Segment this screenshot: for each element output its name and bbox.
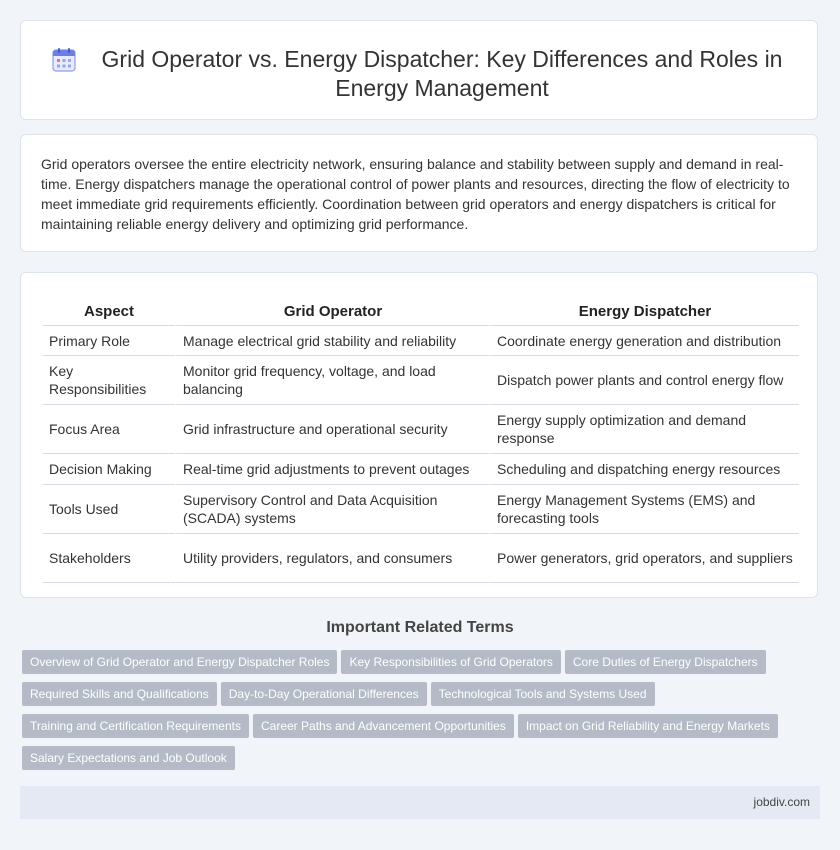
aspect-cell: Focus Area — [43, 405, 175, 454]
energy-dispatcher-cell: Power generators, grid operators, and suppliers — [489, 534, 799, 583]
table-row — [43, 356, 799, 405]
energy-dispatcher-cell: Scheduling and dispatching energy resources — [489, 454, 799, 485]
calendar-icon — [51, 47, 77, 73]
footer — [20, 786, 820, 819]
related-term-tag[interactable]: Day-to-Day Operational Differences — [221, 682, 427, 706]
grid-operator-cell: Real-time grid adjustments to prevent outages — [175, 454, 489, 485]
grid-operator-cell: Grid infrastructure and operational security — [175, 405, 489, 454]
header-energy-dispatcher: Energy Dispatcher — [489, 293, 799, 326]
aspect-cell: Tools Used — [43, 485, 175, 534]
table-row — [43, 405, 799, 454]
related-term-tag[interactable]: Core Duties of Energy Dispatchers — [565, 650, 766, 674]
header-aspect: Aspect — [43, 293, 175, 326]
grid-operator-cell: Supervisory Control and Data Acquisition (SCADA) systems — [175, 485, 489, 534]
aspect-cell: Primary Role — [43, 326, 175, 356]
comparison-table-card — [20, 272, 818, 598]
related-term-tag[interactable]: Impact on Grid Reliability and Energy Markets — [518, 714, 778, 738]
related-term-tag[interactable]: Career Paths and Advancement Opportunities — [253, 714, 514, 738]
footer-site-link[interactable]: jobdiv.com — [753, 795, 810, 809]
related-term-tag[interactable]: Overview of Grid Operator and Energy Dispatcher Roles — [22, 650, 337, 674]
related-term-tag[interactable]: Required Skills and Qualifications — [22, 682, 217, 706]
energy-dispatcher-cell: Energy Management Systems (EMS) and forecasting tools — [489, 485, 799, 534]
energy-dispatcher-cell: Dispatch power plants and control energy flow — [489, 356, 799, 405]
related-terms-list — [22, 650, 822, 778]
intro-paragraph: Grid operators oversee the entire electricity network, ensuring balance and stability between supply and demand in real-time. Energy dispatchers manage the operational control of power plants and resources, directing the flow of electricity to meet immediate grid requirements efficiently. Coordination between grid operators and energy dispatchers is critical for maintaining reliable energy delivery and optimizing grid performance. — [41, 156, 790, 232]
table-header-row — [43, 293, 799, 326]
table-row — [43, 454, 799, 485]
aspect-cell: Decision Making — [43, 454, 175, 485]
table-row — [43, 326, 799, 356]
page-title: Grid Operator vs. Energy Dispatcher: Key Differences and Roles in Energy Management — [101, 46, 783, 101]
aspect-cell: Stakeholders — [43, 534, 175, 583]
title-card — [20, 20, 818, 120]
header-grid-operator: Grid Operator — [175, 293, 489, 326]
comparison-table — [43, 293, 799, 583]
aspect-cell: Key Responsibilities — [43, 356, 175, 405]
table-row — [43, 534, 799, 583]
grid-operator-cell: Utility providers, regulators, and consumers — [175, 534, 489, 583]
related-term-tag[interactable]: Salary Expectations and Job Outlook — [22, 746, 235, 770]
grid-operator-cell: Manage electrical grid stability and reliability — [175, 326, 489, 356]
energy-dispatcher-cell: Coordinate energy generation and distribution — [489, 326, 799, 356]
related-term-tag[interactable]: Training and Certification Requirements — [22, 714, 249, 738]
grid-operator-cell: Monitor grid frequency, voltage, and load balancing — [175, 356, 489, 405]
intro-card — [20, 134, 818, 252]
related-terms-title: Important Related Terms — [326, 619, 514, 636]
related-term-tag[interactable]: Technological Tools and Systems Used — [431, 682, 655, 706]
related-term-tag[interactable]: Key Responsibilities of Grid Operators — [341, 650, 560, 674]
energy-dispatcher-cell: Energy supply optimization and demand response — [489, 405, 799, 454]
table-row — [43, 485, 799, 534]
